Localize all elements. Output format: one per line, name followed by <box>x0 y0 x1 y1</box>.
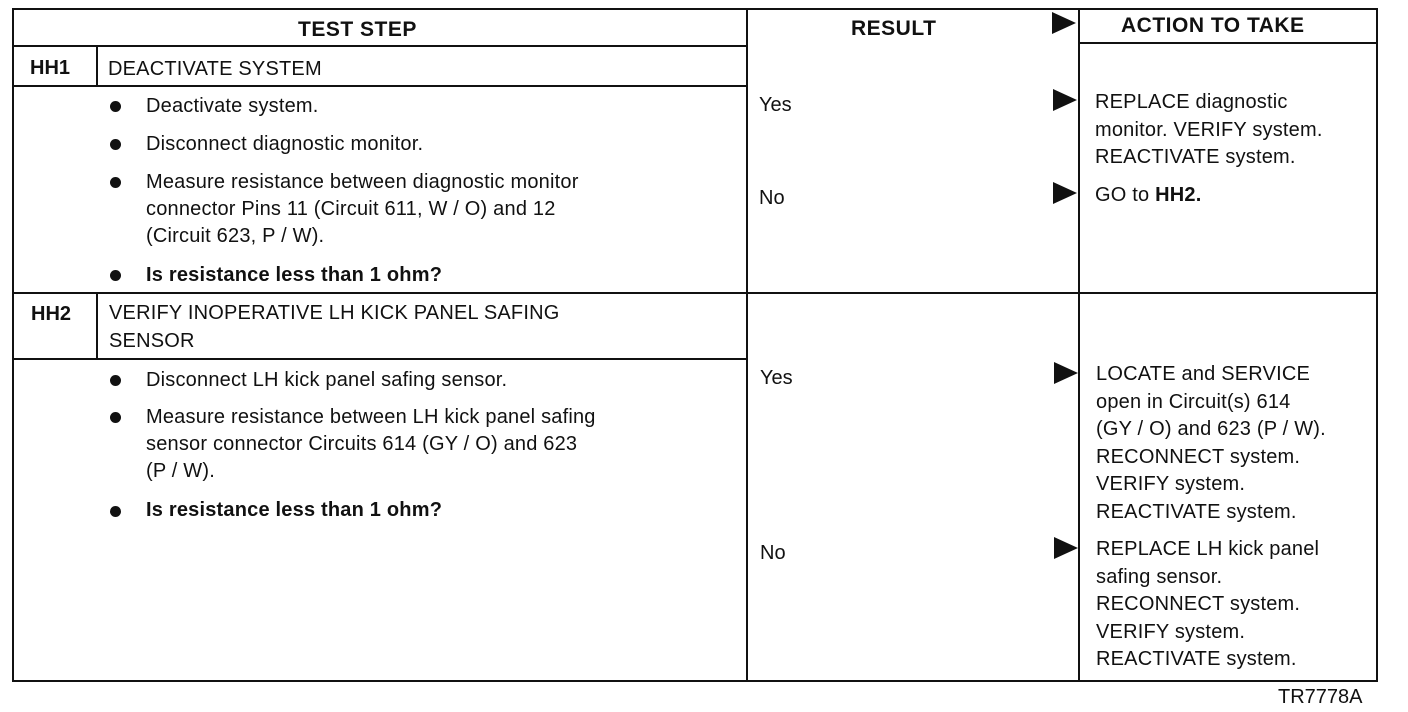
header-bottom-border <box>12 45 748 47</box>
hh2-result-yes: Yes <box>760 367 793 389</box>
step-title-hh1: DEACTIVATE SYSTEM <box>108 58 322 80</box>
hh1-bullet-1: Deactivate system. <box>146 95 319 117</box>
header-result: RESULT <box>851 17 937 40</box>
step-title-hh2: VERIFY INOPERATIVE LH KICK PANEL SAFING SENSOR <box>109 302 560 352</box>
header-bottom-border-right <box>1080 42 1378 44</box>
arrow-right-icon <box>1054 362 1078 384</box>
hh2-action-no: REPLACE LH kick panel safing sensor. RECONNECT system. VERIFY system. REACTIVATE system. <box>1096 538 1320 670</box>
hh2-action-yes: LOCATE and SERVICE open in Circuit(s) 614 (GY / O) and 623 (P / W). RECONNECT system. VERIFY system. REACTIVATE system. <box>1096 363 1326 523</box>
table-right-border <box>1376 8 1378 682</box>
hh2-result-no: No <box>760 542 786 564</box>
header-action: ACTION TO TAKE <box>1121 14 1305 37</box>
hh1-result-no: No <box>759 187 785 209</box>
bullet-icon <box>110 139 121 150</box>
bullet-icon <box>110 101 121 112</box>
hh1-title-bottom <box>96 85 748 87</box>
hh1-left-gap-line <box>12 85 96 87</box>
hh1-action-no-link: HH2. <box>1155 184 1202 206</box>
hh1-bullet-3: Measure resistance between diagnostic monitor connector Pins 11 (Circuit 611, W / O) and 12 (Circuit 623, P / W). <box>146 171 579 247</box>
step-divider <box>12 292 1378 294</box>
hh1-result-yes: Yes <box>759 94 792 116</box>
hh1-bullet-2: Disconnect diagnostic monitor. <box>146 133 424 155</box>
hh2-id-divider <box>96 292 98 360</box>
hh1-action-yes: REPLACE diagnostic monitor. VERIFY system. REACTIVATE system. <box>1095 91 1323 168</box>
header-arrow-icon <box>1052 12 1076 34</box>
bullet-icon <box>110 412 121 423</box>
hh1-action-no-text: GO to <box>1095 184 1156 206</box>
arrow-right-icon <box>1054 537 1078 559</box>
hh1-bullet-question: Is resistance less than 1 ohm? <box>146 264 443 286</box>
hh1-id-divider <box>96 45 98 87</box>
header-test-step: TEST STEP <box>298 18 417 41</box>
step-id-hh1: HH1 <box>30 57 71 79</box>
bullet-icon <box>110 375 121 386</box>
bullet-icon <box>110 177 121 188</box>
hh2-title-bottom <box>12 358 748 360</box>
table-bottom-border <box>12 680 1378 682</box>
table-top-border <box>12 8 1378 10</box>
hh2-bullet-2: Measure resistance between LH kick panel safing sensor connector Circuits 614 (GY / O) and 623 (P / W). <box>146 406 596 482</box>
hh2-bullet-question: Is resistance less than 1 ohm? <box>146 499 443 521</box>
bullet-icon <box>110 270 121 281</box>
step-id-hh2: HH2 <box>31 303 72 325</box>
figure-id: TR7778A <box>1278 686 1363 708</box>
hh1-action-no <box>1095 182 1201 210</box>
action-column-divider <box>1078 8 1080 682</box>
arrow-right-icon <box>1053 89 1077 111</box>
result-column-divider <box>746 8 748 682</box>
arrow-right-icon <box>1053 182 1077 204</box>
table-left-border <box>12 8 14 682</box>
bullet-icon <box>110 506 121 517</box>
hh2-bullet-1: Disconnect LH kick panel safing sensor. <box>146 369 508 391</box>
